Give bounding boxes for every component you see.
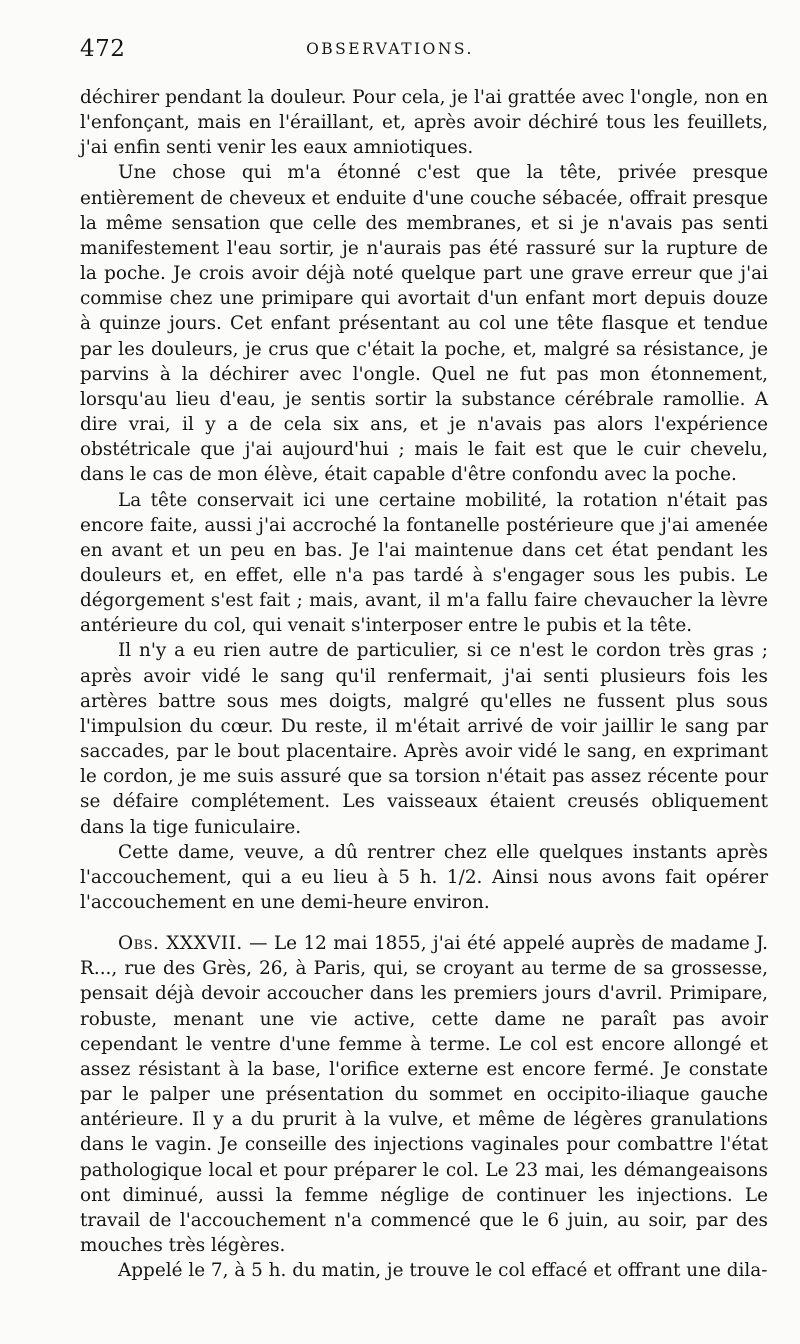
page-number: 472 [80, 36, 126, 62]
paragraph-conclusion: Cette dame, veuve, a dû rentrer chez elle quelques instants après l'accouchement, qui a eu lieu à 5 h. 1/2. Ainsi nous avons fait opérer l'accouchement en une demi-heure environ. [80, 841, 768, 913]
paragraph-last: Appelé le 7, à 5 h. du matin, je trouve le col effacé et offrant une dila- [118, 1260, 768, 1282]
paragraph-continuation: déchirer pendant la douleur. Pour cela, je l'ai grattée avec l'ongle, non en l'enfonçant, mais en l'éraillant, et, après avoir déchiré tous les feuillets, j'ai enfin senti venir les eaux amniotiques. [80, 87, 768, 159]
observation-label: Obs. XXXVII. [118, 933, 243, 955]
paragraph-sensation: Une chose qui m'a étonné c'est que la tête, privée presque entièrement de cheveux et enduite d'une couche sébacée, offrait presque la même sensation que celle des membranes, et si je n'avais pas senti manifestement l'eau sortir, je n'aurais pas été rassuré sur la rupture de la poche. Je crois avoir déjà noté quelque part une grave erreur que j'ai commise chez une primipare qui avortait d'un enfant mort depuis douze à quinze jours. Cet enfant présentant au col une tête flasque et tendue par les douleurs, je crus que c'était la poche, et, malgré sa résistance, je parvins à la déchirer avec l'ongle. Quel ne fut pas mon étonnement, lorsqu'au lieu d'eau, je sentis sortir la substance cérébrale ramollie. A dire vrai, il y a de cela six ans, et je n'avais pas alors l'expérience obstétricale que j'ai aujourd'hui ; mais le fait est que le cuir chevelu, dans le cas de mon élève, était capable d'être confondu avec la poche. [80, 162, 768, 486]
paragraph-cordon: Il n'y a eu rien autre de particulier, si ce n'est le cordon très gras ; après avoir vidé le sang qu'il renfermait, j'ai senti plusieurs fois les artères battre sous mes doigts, malgré qu'elles ne fussent plus sous l'impulsion du cœur. Du reste, il m'était arrivé de voir jaillir le sang par saccades, par le bout placentaire. Après avoir vidé le sang, en exprimant le cordon, je me suis assuré que sa torsion n'était pas assez récente pour se défaire complétement. Les vaisseaux étaient creusés obliquement dans la tige funiculaire. [80, 640, 768, 838]
observation-text: — Le 12 mai 1855, j'ai été appelé auprès de madame J. R..., rue des Grès, 26, à Paris, qui, se croyant au terme de sa grossesse, pensait déjà devoir accoucher dans les premiers jours d'avril. Primipare, robuste, menant une vie active, cette dame ne paraît pas avoir cependant le ventre d'une femme à terme. Le col est encore allongé et assez résistant à la base, l'orifice externe est encore fermé. Je constate par le palper une présentation du sommet en occipito-iliaque gauche antérieure. Il y a du prurit à la vulve, et même de légères granulations dans le vagin. Je conseille des injections vaginales pour combattre l'état pathologique local et pour préparer le col. Le 23 mai, les démangeaisons ont diminué, aussi la femme néglige de continuer les injections. Le travail de l'accouchement n'a commencé que le 6 juin, au soir, par des mouches très légères. [80, 933, 768, 1257]
paragraph-rotation: La tête conservait ici une certaine mobilité, la rotation n'était pas encore faite, aussi j'ai accroché la fontanelle postérieure que j'ai amenée en avant et un peu en bas. Je l'ai maintenue dans cet état pendant les douleurs et, en effet, elle n'a pas tardé à s'engager sous les pubis. Le dégorgement s'est fait ; mais, avant, il m'a fallu faire chevaucher la lèvre antérieure du col, qui venait s'interposer entre le pubis et la tête. [80, 489, 768, 637]
running-head [80, 36, 760, 66]
body-text [80, 85, 768, 1283]
running-title: OBSERVATIONS. [306, 40, 474, 58]
observation-paragraph [80, 931, 768, 1258]
